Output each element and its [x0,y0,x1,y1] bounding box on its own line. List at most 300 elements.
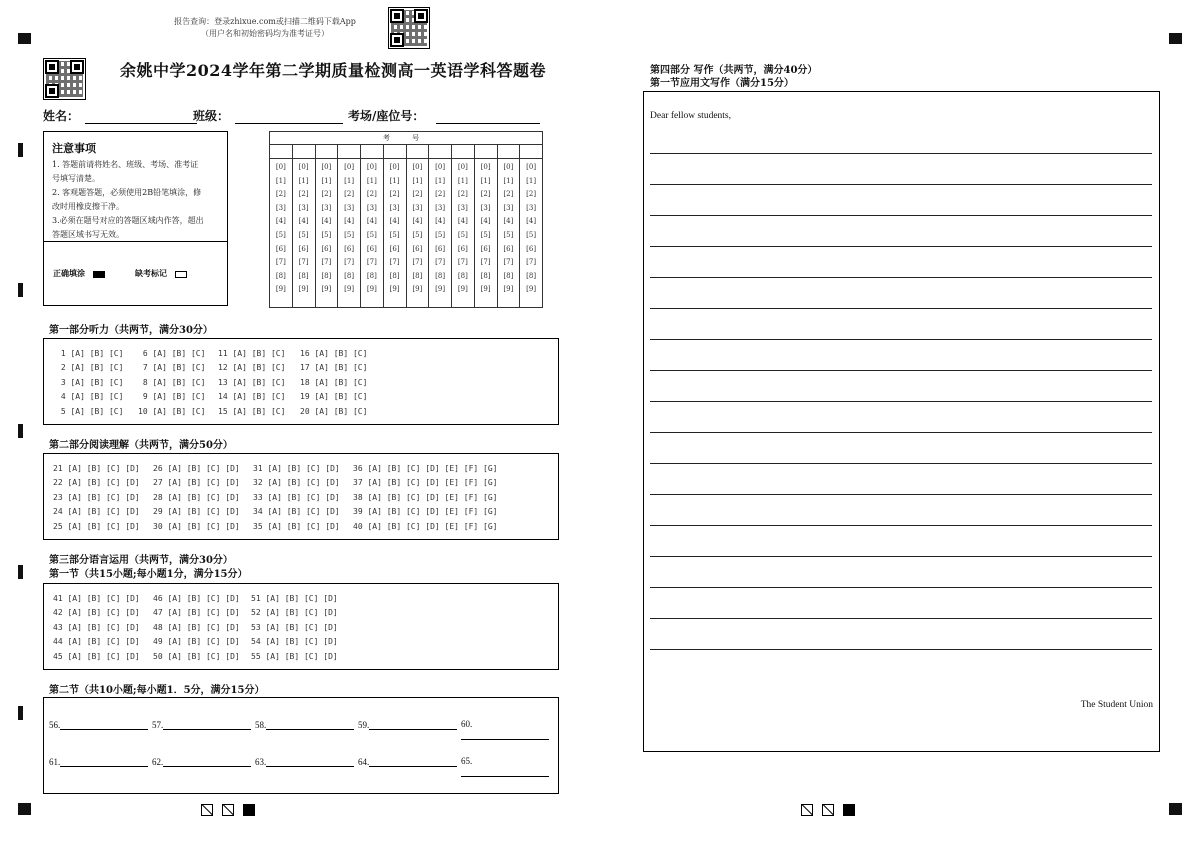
exam-id-digit-bubble[interactable]: [5] [503,230,514,239]
absent-mark-label: 缺考标记 [135,268,167,278]
answer-column [253,462,340,534]
part1-title: 第一部分听力（共两节，满分30分） [49,325,213,336]
exam-id-grid [269,131,543,308]
exam-id-write-cell[interactable] [497,145,520,159]
side-mark [18,424,23,438]
answer-bubble-row[interactable]: 39 [A] [B] [C] [D] [E] [F] [G] [353,507,498,517]
answer-column [56,347,123,419]
blank-line[interactable] [266,719,354,730]
blank-line[interactable] [369,756,457,767]
exam-id-digit-bubble[interactable]: [2] [503,190,514,199]
answer-column [218,347,285,419]
writing-line[interactable] [650,463,1152,464]
exam-id-digit-column[interactable] [383,159,406,308]
notice-item: 答题区域书写无效。 [52,230,124,239]
exam-id-write-cell[interactable] [383,145,406,159]
answer-bubble-row[interactable]: 55 [A] [B] [C] [D] [251,651,338,661]
exam-id-digit-bubble[interactable]: [6] [503,244,514,253]
answer-bubble-row[interactable]: 45 [A] [B] [C] [D] [53,651,140,661]
exam-id-digit-bubble[interactable]: [0] [412,163,423,171]
answer-bubble-row[interactable]: 51 [A] [B] [C] [D] [251,594,338,603]
blank-line[interactable] [461,766,549,777]
exam-id-digit-bubble[interactable]: [0] [503,163,514,171]
exam-id-digit-bubble[interactable]: [6] [389,244,400,253]
exam-id-digit-bubble[interactable]: [1] [298,176,309,185]
part4-section1-title: 第一节应用文写作（满分15分） [650,78,794,89]
exam-id-digit-bubble[interactable]: [6] [366,244,377,253]
part1-answer-box [43,338,559,425]
blank-line[interactable] [461,729,549,740]
exam-id-digit-bubble[interactable]: [6] [457,244,468,253]
answer-bubble-row[interactable]: 34 [A] [B] [C] [D] [253,507,340,517]
exam-id-write-cell[interactable] [292,145,315,159]
answer-bubble-row[interactable]: 13 [A] [B] [C] [218,377,286,387]
exam-id-digit-bubble[interactable]: [1] [344,176,355,185]
correct-fill-legend [53,268,105,279]
fill-blank[interactable] [461,756,558,777]
answer-bubble-row[interactable]: 17 [A] [B] [C] [300,363,368,373]
fill-blank[interactable] [358,719,457,730]
writing-line[interactable] [650,184,1152,185]
blank-line[interactable] [60,756,148,767]
exam-id-digit-bubble[interactable]: [2] [298,190,309,199]
exam-id-digit-bubble[interactable]: [3] [480,203,491,212]
fill-blank[interactable] [49,719,148,730]
exam-id-digit-bubble[interactable]: [1] [435,176,446,185]
side-mark [18,283,23,297]
exam-id-digit-bubble[interactable]: [4] [321,217,332,226]
exam-id-digit-bubble[interactable]: [7] [503,258,514,267]
exam-id-digit-bubble[interactable]: [4] [526,217,537,226]
exam-id-digit-bubble[interactable]: [2] [480,190,491,199]
exam-id-digit-bubble[interactable]: [7] [321,258,332,267]
exam-id-digit-bubble[interactable]: [3] [344,203,355,212]
exam-id-digit-bubble[interactable]: [2] [457,190,468,199]
answer-bubble-row[interactable]: 38 [A] [B] [C] [D] [E] [F] [G] [353,492,498,502]
part3-answer-box [43,583,559,670]
answer-column [153,462,240,534]
exam-id-write-cell[interactable] [452,145,475,159]
blank-number: 64. [358,757,370,767]
exam-id-digit-bubble[interactable]: [1] [412,176,423,185]
fill-blank[interactable] [255,719,354,730]
exam-id-write-cell[interactable] [361,145,384,159]
exam-id-digit-bubble[interactable]: [8] [503,271,514,280]
answer-bubble-row[interactable]: 35 [A] [B] [C] [D] [253,521,340,531]
exam-id-digit-bubble[interactable]: [9] [435,285,446,294]
exam-id-digit-bubble[interactable]: [4] [412,217,423,226]
exam-id-digit-bubble[interactable]: [3] [298,203,309,212]
exam-id-digit-bubble[interactable]: [5] [366,230,377,239]
fill-blank[interactable] [49,756,148,767]
exam-id-digit-bubble[interactable]: [9] [366,285,377,294]
exam-id-digit-bubble[interactable]: [2] [526,190,537,199]
answer-column [53,462,140,534]
exam-id-digit-bubble[interactable]: [1] [275,176,286,185]
exam-id-digit-bubble[interactable]: [8] [526,271,537,280]
exam-id-digit-column[interactable] [497,159,520,308]
exam-id-digit-bubble[interactable]: [6] [275,244,286,253]
writing-line[interactable] [650,432,1152,433]
blank-number: 57. [152,720,164,730]
exam-id-digit-bubble[interactable]: [8] [389,271,400,280]
salutation: Dear fellow students, [650,111,731,121]
answer-bubble-row[interactable]: 10 [A] [B] [C] [138,406,206,416]
exam-id-digit-bubble[interactable]: [9] [503,285,514,294]
exam-id-digit-bubble[interactable]: [7] [435,258,446,267]
writing-line[interactable] [650,215,1152,216]
exam-id-digit-bubble[interactable]: [4] [344,217,355,226]
writing-line[interactable] [650,308,1152,309]
blank-line[interactable] [60,719,148,730]
exam-id-digit-bubble[interactable]: [6] [412,244,423,253]
answer-bubble-row[interactable]: 11 [A] [B] [C] [218,349,286,358]
answer-bubble-row[interactable]: 20 [A] [B] [C] [300,406,368,416]
exam-id-digit-bubble[interactable]: [0] [457,163,468,171]
page-marker-square [843,804,855,816]
exam-id-digit-bubble[interactable]: [1] [366,176,377,185]
answer-bubble-row[interactable]: 8 [A] [B] [C] [138,377,206,387]
answer-column [353,462,498,534]
fill-blank[interactable] [461,719,558,740]
exam-id-digit-bubble[interactable]: [7] [457,258,468,267]
exam-id-digit-bubble[interactable]: [0] [321,163,332,171]
answer-bubble-row[interactable]: 23 [A] [B] [C] [D] [53,492,140,502]
exam-id-digit-bubble[interactable]: [5] [526,230,537,239]
answer-bubble-row[interactable]: 1 [A] [B] [C] [56,349,124,358]
answer-bubble-row[interactable]: 49 [A] [B] [C] [D] [153,637,240,647]
blank-number: 58. [255,720,267,730]
exam-id-digit-bubble[interactable]: [1] [526,176,537,185]
answer-bubble-row[interactable]: 5 [A] [B] [C] [56,406,124,416]
writing-line[interactable] [650,587,1152,588]
answer-bubble-row[interactable]: 32 [A] [B] [C] [D] [253,478,340,488]
part3-blank-box [43,697,559,794]
answer-bubble-row[interactable]: 22 [A] [B] [C] [D] [53,478,140,488]
notice-item: 3.必须在题号对应的答题区域内作答，超出 [52,216,204,225]
exam-id-digit-bubble[interactable]: [4] [480,217,491,226]
name-label: 姓名： [43,109,80,123]
exam-id-digit-bubble[interactable]: [9] [298,285,309,294]
answer-bubble-row[interactable]: 52 [A] [B] [C] [D] [251,608,338,618]
alignment-mark-bottom-left [18,803,31,815]
writing-line[interactable] [650,339,1152,340]
answer-bubble-row[interactable]: 46 [A] [B] [C] [D] [153,594,240,603]
exam-id-digit-bubble[interactable]: [7] [412,258,423,267]
exam-id-digit-bubble[interactable]: [6] [298,244,309,253]
exam-id-digit-bubble[interactable]: [8] [321,271,332,280]
exam-id-digit-bubble[interactable]: [1] [389,176,400,185]
fill-blank[interactable] [255,756,354,767]
notice-item: 1. 答题前请将姓名、班级、考场、准考证 [52,160,199,169]
exam-id-digit-bubble[interactable]: [5] [389,230,400,239]
blank-line[interactable] [369,719,457,730]
exam-id-digit-bubble[interactable]: [2] [275,190,286,199]
exam-id-digit-bubble[interactable]: [2] [344,190,355,199]
exam-id-digit-bubble[interactable]: [9] [389,285,400,294]
answer-bubble-row[interactable]: 29 [A] [B] [C] [D] [153,507,240,517]
page-marker-square [801,804,813,816]
exam-id-digit-bubble[interactable]: [8] [457,271,468,280]
exam-id-digit-bubble[interactable]: [3] [366,203,377,212]
answer-bubble-row[interactable]: 48 [A] [B] [C] [D] [153,622,240,632]
exam-id-digit-bubble[interactable]: [8] [435,271,446,280]
part4-title: 第四部分 写作（共两节，满分40分） [650,65,818,76]
answer-column [153,592,240,664]
exam-id-digit-bubble[interactable]: [4] [457,217,468,226]
writing-line[interactable] [650,370,1152,371]
exam-id-digit-column[interactable] [315,159,338,308]
exam-id-digit-bubble[interactable]: [0] [275,163,286,171]
blank-line[interactable] [163,719,251,730]
exam-id-digit-bubble[interactable]: [9] [526,285,537,294]
exam-id-digit-bubble[interactable]: [7] [298,258,309,267]
exam-id-digit-bubble[interactable]: [9] [480,285,491,294]
exam-id-digit-bubble[interactable]: [7] [275,258,286,267]
page-marker-square [201,804,213,816]
exam-id-digit-bubble[interactable]: [8] [275,271,286,280]
absent-checkbox[interactable] [175,271,187,278]
answer-bubble-row[interactable]: 41 [A] [B] [C] [D] [53,594,140,603]
exam-id-digit-bubble[interactable]: [4] [275,217,286,226]
blank-number: 65. [461,756,473,766]
exam-id-digit-bubble[interactable]: [9] [457,285,468,294]
absent-mark-legend[interactable] [135,268,187,279]
answer-bubble-row[interactable]: 4 [A] [B] [C] [56,392,124,402]
exam-id-header: 考 号 [270,132,543,145]
exam-id-digit-bubble[interactable]: [6] [435,244,446,253]
exam-id-digit-bubble[interactable]: [4] [389,217,400,226]
exam-id-digit-bubble[interactable]: [7] [389,258,400,267]
name-field[interactable] [43,107,197,124]
exam-id-digit-bubble[interactable]: [4] [366,217,377,226]
exam-id-digit-bubble[interactable]: [8] [480,271,491,280]
exam-id-write-cell[interactable] [429,145,452,159]
fill-blank[interactable] [152,719,251,730]
exam-id-digit-bubble[interactable]: [2] [389,190,400,199]
answer-bubble-row[interactable]: 3 [A] [B] [C] [56,377,124,387]
exam-id-digit-bubble[interactable]: [8] [366,271,377,280]
alignment-mark-top-right [1169,33,1182,44]
exam-id-digit-bubble[interactable]: [6] [526,244,537,253]
answer-bubble-row[interactable]: 2 [A] [B] [C] [56,363,124,373]
exam-id-write-cell[interactable] [270,145,293,159]
exam-id-digit-bubble[interactable]: [4] [298,217,309,226]
answer-bubble-row[interactable]: 14 [A] [B] [C] [218,392,286,402]
answer-bubble-row[interactable]: 54 [A] [B] [C] [D] [251,637,338,647]
answer-bubble-row[interactable]: 47 [A] [B] [C] [D] [153,608,240,618]
class-field[interactable] [193,107,343,124]
exam-id-digit-bubble[interactable]: [7] [344,258,355,267]
exam-id-write-cell[interactable] [315,145,338,159]
part2-title: 第二部分阅读理解（共两节，满分50分） [49,440,233,451]
answer-bubble-row[interactable]: 37 [A] [B] [C] [D] [E] [F] [G] [353,478,498,488]
exam-id-digit-bubble[interactable]: [3] [412,203,423,212]
exam-id-write-cell[interactable] [520,145,543,159]
exam-id-digit-bubble[interactable]: [5] [435,230,446,239]
exam-id-digit-column[interactable] [270,159,293,308]
notice-item: 改时用橡皮擦干净。 [52,202,124,211]
writing-box[interactable] [643,91,1160,752]
exam-id-digit-bubble[interactable]: [9] [344,285,355,294]
exam-id-digit-bubble[interactable]: [3] [389,203,400,212]
answer-bubble-row[interactable]: 28 [A] [B] [C] [D] [153,492,240,502]
exam-id-digit-column[interactable] [520,159,543,308]
blank-number: 59. [358,720,370,730]
exam-id-digit-column[interactable] [338,159,361,308]
answer-bubble-row[interactable]: 43 [A] [B] [C] [D] [53,622,140,632]
writing-line[interactable] [650,246,1152,247]
exam-id-digit-bubble[interactable]: [0] [344,163,355,171]
exam-id-digit-bubble[interactable]: [0] [298,163,309,171]
app-qr-code [388,7,430,49]
answer-bubble-row[interactable]: 27 [A] [B] [C] [D] [153,478,240,488]
exam-id-digit-bubble[interactable]: [4] [435,217,446,226]
blank-number: 62. [152,757,164,767]
writing-line[interactable] [650,494,1152,495]
exam-id-digit-bubble[interactable]: [5] [321,230,332,239]
notice-item: 号填写清楚。 [52,174,100,183]
exam-id-digit-bubble[interactable]: [5] [275,230,286,239]
answer-bubble-row[interactable]: 21 [A] [B] [C] [D] [53,464,140,473]
answer-bubble-row[interactable]: 36 [A] [B] [C] [D] [E] [F] [G] [353,464,498,473]
exam-id-digit-bubble[interactable]: [3] [457,203,468,212]
answer-bubble-row[interactable]: 15 [A] [B] [C] [218,406,286,416]
exam-id-digit-column[interactable] [361,159,384,308]
answer-bubble-row[interactable]: 40 [A] [B] [C] [D] [E] [F] [G] [353,521,498,531]
student-qr-code [43,58,86,100]
exam-id-digit-bubble[interactable]: [0] [366,163,377,171]
exam-id-digit-column[interactable] [429,159,452,308]
exam-id-digit-bubble[interactable]: [0] [480,163,491,171]
exam-id-digit-bubble[interactable]: [3] [275,203,286,212]
writing-line[interactable] [650,277,1152,278]
exam-id-digit-column[interactable] [406,159,429,308]
part3-title: 第三部分语言运用（共两节，满分30分） [49,555,233,566]
answer-bubble-row[interactable]: 24 [A] [B] [C] [D] [53,507,140,517]
class-label: 班级： [193,109,230,123]
exam-id-digit-bubble[interactable]: [3] [435,203,446,212]
exam-id-digit-bubble[interactable]: [9] [275,285,286,294]
exam-id-digit-bubble[interactable]: [9] [412,285,423,294]
report-query-note [160,16,370,40]
answer-bubble-row[interactable]: 31 [A] [B] [C] [D] [253,464,340,473]
blank-number: 63. [255,757,267,767]
blank-line[interactable] [163,756,251,767]
exam-id-digit-bubble[interactable]: [3] [503,203,514,212]
exam-id-digit-column[interactable] [452,159,475,308]
page-marker-square [822,804,834,816]
exam-id-digit-bubble[interactable]: [2] [412,190,423,199]
exam-id-digit-bubble[interactable]: [7] [366,258,377,267]
part3-section1-title: 第一节（共15小题;每小题1分，满分15分） [49,569,248,580]
exam-id-digit-bubble[interactable]: [0] [526,163,537,171]
exam-id-digit-bubble[interactable]: [2] [366,190,377,199]
exam-id-digit-column[interactable] [474,159,497,308]
exam-id-digit-column[interactable] [292,159,315,308]
filled-swatch [93,271,105,278]
note-line-2: （用户名和初始密码均为准考证号） [201,29,329,38]
exam-id-digit-bubble[interactable]: [2] [435,190,446,199]
answer-bubble-row[interactable]: 12 [A] [B] [C] [218,363,286,373]
notice-divider [44,241,227,242]
exam-id-digit-bubble[interactable]: [9] [321,285,332,294]
exam-id-digit-bubble[interactable]: [0] [435,163,446,171]
answer-bubble-row[interactable]: 9 [A] [B] [C] [138,392,206,402]
writing-line[interactable] [650,649,1152,650]
answer-bubble-row[interactable]: 16 [A] [B] [C] [300,349,368,358]
exam-id-digit-bubble[interactable]: [8] [298,271,309,280]
exam-id-digit-bubble[interactable]: [1] [457,176,468,185]
exam-id-digit-bubble[interactable]: [0] [389,163,400,171]
blank-line[interactable] [266,756,354,767]
seat-label: 考场/座位号： [348,109,425,123]
answer-column [251,592,338,664]
exam-id-write-cell[interactable] [338,145,361,159]
exam-id-digit-bubble[interactable]: [6] [344,244,355,253]
alignment-mark-bottom-right [1169,803,1182,815]
fill-blank[interactable] [358,756,457,767]
exam-id-digit-bubble[interactable]: [7] [480,258,491,267]
answer-bubble-row[interactable]: 19 [A] [B] [C] [300,392,368,402]
exam-id-digit-bubble[interactable]: [5] [457,230,468,239]
writing-line[interactable] [650,153,1152,154]
exam-id-digit-bubble[interactable]: [3] [526,203,537,212]
exam-id-digit-bubble[interactable]: [5] [344,230,355,239]
exam-id-digit-bubble[interactable]: [6] [321,244,332,253]
exam-id-digit-bubble[interactable]: [5] [298,230,309,239]
answer-bubble-row[interactable]: 26 [A] [B] [C] [D] [153,464,240,473]
answer-bubble-row[interactable]: 6 [A] [B] [C] [138,349,206,358]
answer-bubble-row[interactable]: 42 [A] [B] [C] [D] [53,608,140,618]
exam-id-digit-bubble[interactable]: [5] [412,230,423,239]
exam-id-digit-bubble[interactable]: [8] [344,271,355,280]
answer-bubble-row[interactable]: 44 [A] [B] [C] [D] [53,637,140,647]
exam-id-digit-bubble[interactable]: [8] [412,271,423,280]
exam-id-digit-bubble[interactable]: [2] [321,190,332,199]
exam-id-digit-bubble[interactable]: [1] [503,176,514,185]
seat-field[interactable] [348,107,540,124]
exam-id-write-cell[interactable] [406,145,429,159]
exam-title: 余姚中学2024学年第二学期质量检测高一英语学科答题卷 [120,61,547,80]
answer-bubble-row[interactable]: 50 [A] [B] [C] [D] [153,651,240,661]
exam-id-digit-bubble[interactable]: [1] [480,176,491,185]
writing-line[interactable] [650,556,1152,557]
answer-bubble-row[interactable]: 30 [A] [B] [C] [D] [153,521,240,531]
answer-bubble-row[interactable]: 7 [A] [B] [C] [138,363,206,373]
fill-blank[interactable] [152,756,251,767]
exam-id-digit-bubble[interactable]: [3] [321,203,332,212]
answer-bubble-row[interactable]: 25 [A] [B] [C] [D] [53,521,140,531]
exam-id-write-cell[interactable] [474,145,497,159]
exam-id-digit-bubble[interactable]: [5] [480,230,491,239]
part2-answer-box [43,453,559,540]
answer-bubble-row[interactable]: 53 [A] [B] [C] [D] [251,622,338,632]
writing-line[interactable] [650,618,1152,619]
signature: The Student Union [1080,700,1153,710]
answer-bubble-row[interactable]: 33 [A] [B] [C] [D] [253,492,340,502]
exam-id-digit-bubble[interactable]: [4] [503,217,514,226]
answer-bubble-row[interactable]: 18 [A] [B] [C] [300,377,368,387]
answer-column [300,347,367,419]
writing-line[interactable] [650,401,1152,402]
exam-id-digit-bubble[interactable]: [6] [480,244,491,253]
exam-id-digit-bubble[interactable]: [7] [526,258,537,267]
exam-id-digit-bubble[interactable]: [1] [321,176,332,185]
notice-title: 注意事项 [52,142,96,155]
writing-line[interactable] [650,525,1152,526]
page-marker-square [243,804,255,816]
